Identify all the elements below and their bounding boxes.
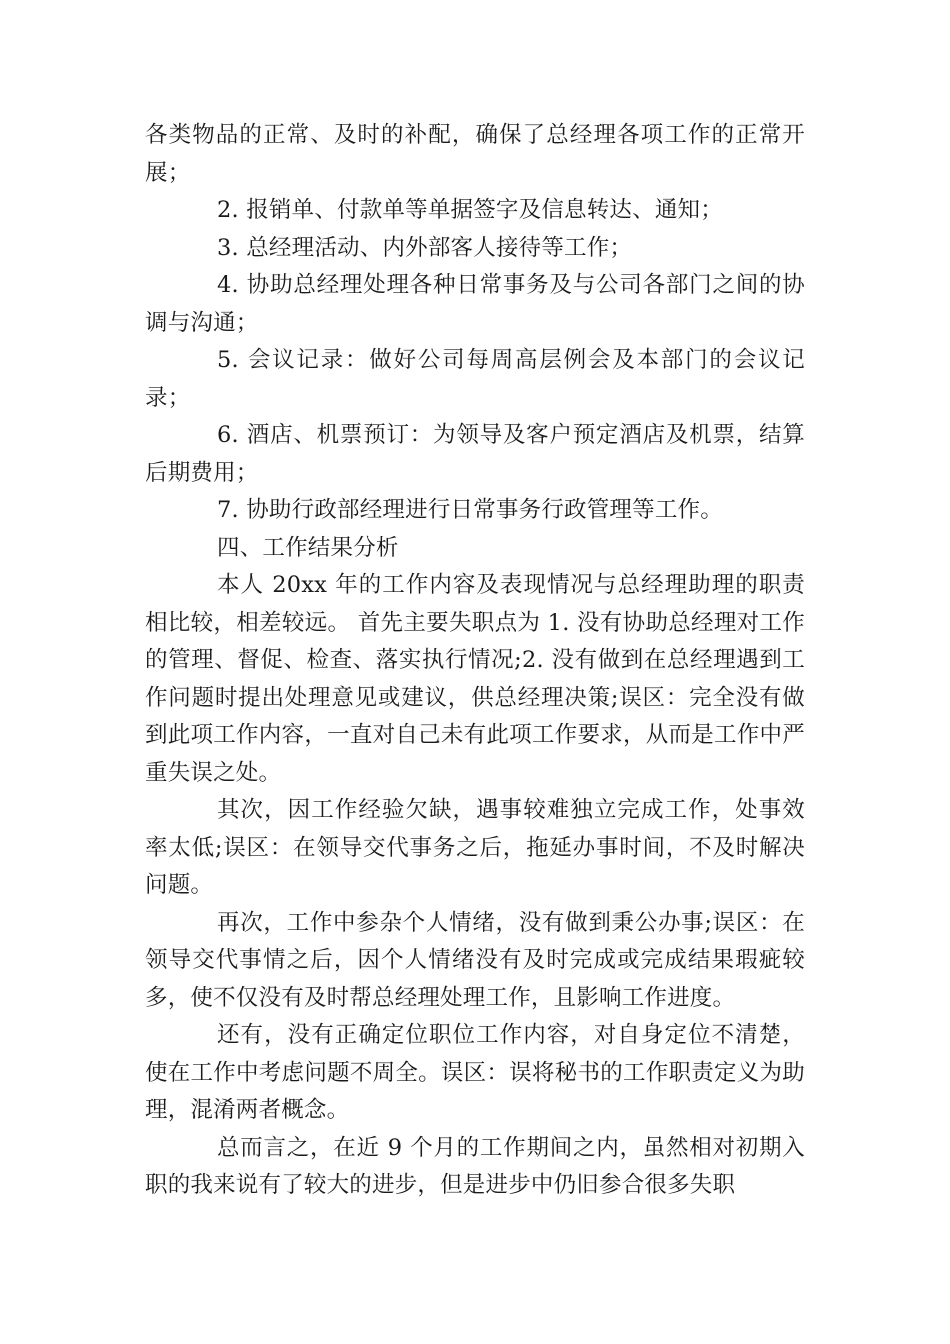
paragraph: 总而言之，在近 9 个月的工作期间之内，虽然相对初期入职的我来说有了较大的进步，但是进步中仍旧参合很多失职 <box>145 1134 805 1198</box>
list-item-3: 3. 总经理活动、内外部客人接待等工作； <box>217 234 633 261</box>
list-item-7: 7. 协助行政部经理进行日常事务行政管理等工作。 <box>217 497 723 523</box>
list-item-6: 6. 酒店、机票预订：为领导及客户预定酒店及机票，结算后期费用； <box>145 422 805 486</box>
paragraph: 本人 20xx 年的工作内容及表现情况与总经理助理的职责相比较，相差较远。 首先主要失职点为 1. 没有协助总经理对工作的管理、督促、检查、落实执行情况;2. 没有做到在总经理遇到工作问题时提出处理意见或建议，供总经理决策;误区：完全没有做到此项工作内容，一直对自己未有此项工作要求，从而是工作中严重失误之处。 <box>145 572 805 786</box>
paragraph: 其次，因工作经验欠缺，遇事较难独立完成工作，处事效率太低;误区：在领导交代事务之后，拖延办事时间，不及时解决问题。 <box>145 797 805 898</box>
paragraph: 再次，工作中参杂个人情绪，没有做到秉公办事;误区：在领导交代事情之后，因个人情绪没有及时完成或完成结果瑕疵较多，使不仅没有及时帮总经理处理工作，且影响工作进度。 <box>145 909 805 1011</box>
paragraph: 还有，没有正确定位职位工作内容，对自身定位不清楚，使在工作中考虑问题不周全。误区：误将秘书的工作职责定义为助理，混淆两者概念。 <box>145 1022 805 1123</box>
section-heading: 四、工作结果分析 <box>217 534 399 561</box>
paragraph-continuation: 各类物品的正常、及时的补配，确保了总经理各项工作的正常开展； <box>145 122 805 186</box>
list-item-4: 4. 协助总经理处理各种日常事务及与公司各部门之间的协调与沟通； <box>145 272 805 336</box>
list-item-2: 2. 报销单、付款单等单据签字及信息转达、通知； <box>217 197 723 223</box>
list-item-5: 5. 会议记录：做好公司每周高层例会及本部门的会议记录； <box>145 347 805 411</box>
document-body <box>145 117 805 1205</box>
